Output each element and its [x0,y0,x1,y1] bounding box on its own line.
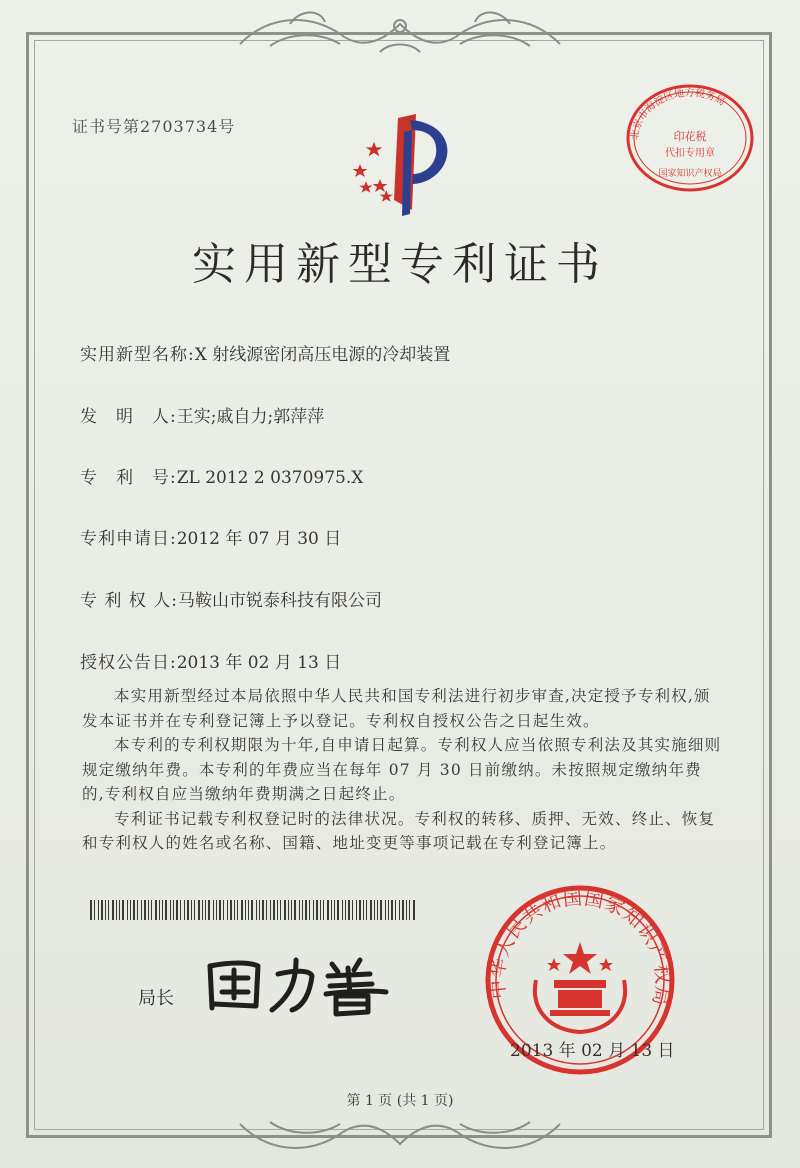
inventors-row [80,402,324,427]
filing-date-value: 2012 年 07 月 30 日 [176,529,342,549]
grant-date-label: 授权公告日: [80,653,177,673]
sipo-logo-icon [330,110,470,220]
patentee-value: 马鞍山市锐泰科技有限公司 [177,591,382,611]
seal-date: 2013 年 02 月 13 日 [510,1041,675,1061]
model-name-label: 实用新型名称: [80,345,195,365]
patentee-row [80,586,382,611]
tax-seal-ring-text: 北京市海淀区地方税务局 [629,87,727,141]
grant-date-value: 2013 年 02 月 13 日 [176,653,342,673]
director-label: 局长 [138,988,174,1009]
director-signature [200,948,400,1018]
body-text [82,684,722,856]
model-name-row [80,340,450,365]
bottom-ornament [230,1102,570,1164]
inventors-label: 发 明 人: [80,407,177,427]
tax-seal-line1: 印花税 [673,130,707,143]
filing-date-row [80,524,341,549]
inventors-value: 王实;戚自力;郭萍萍 [176,407,325,427]
certificate-number: 证书号第2703734号 [72,117,236,136]
grant-date-row [80,648,341,673]
tax-seal-line2: 代扣专用章 [665,148,715,159]
tax-seal-stamp [620,78,760,198]
top-ornament [230,4,570,66]
filing-date-label: 专利申请日: [80,529,177,549]
barcode [90,900,420,920]
page-title: 实用新型专利证书 [192,239,608,290]
patent-number-row [80,463,363,488]
patent-number-value: ZL 2012 2 0370975.X [176,468,364,488]
body-paragraph-3: 专利证书记载专利权登记时的法律状况。专利权的转移、质押、无效、终止、恢复和专利权人的姓名或名称、国籍、地址变更等事项记载在专利登记簿上。 [82,809,716,852]
state-seal-ring-text: 中华人民共和国国家知识产权局 [486,887,674,1009]
tax-seal-bottom: 国家知识产权局 [658,169,722,179]
model-name-value: X 射线源密闭高压电源的冷却装置 [194,345,451,365]
body-paragraph-2: 本专利的专利权期限为十年,自申请日起算。专利权人应当依照专利法及其实施细则规定缴纳年费。本专利的年费应当在每年 07 月 30 日前缴纳。未按照规定缴纳年费的,专利权自应当缴纳年费期满之日起终止。 [82,736,722,803]
patent-number-label: 专 利 号: [80,468,177,488]
page-number: 第 1 页 (共 1 页) [346,1093,454,1109]
patentee-label: 专 利 权 人: [80,591,178,611]
body-paragraph-1: 本实用新型经过本局依照中华人民共和国专利法进行初步审查,决定授予专利权,颁发本证书并在专利登记簿上予以登记。专利权自授权公告之日起生效。 [82,687,711,730]
